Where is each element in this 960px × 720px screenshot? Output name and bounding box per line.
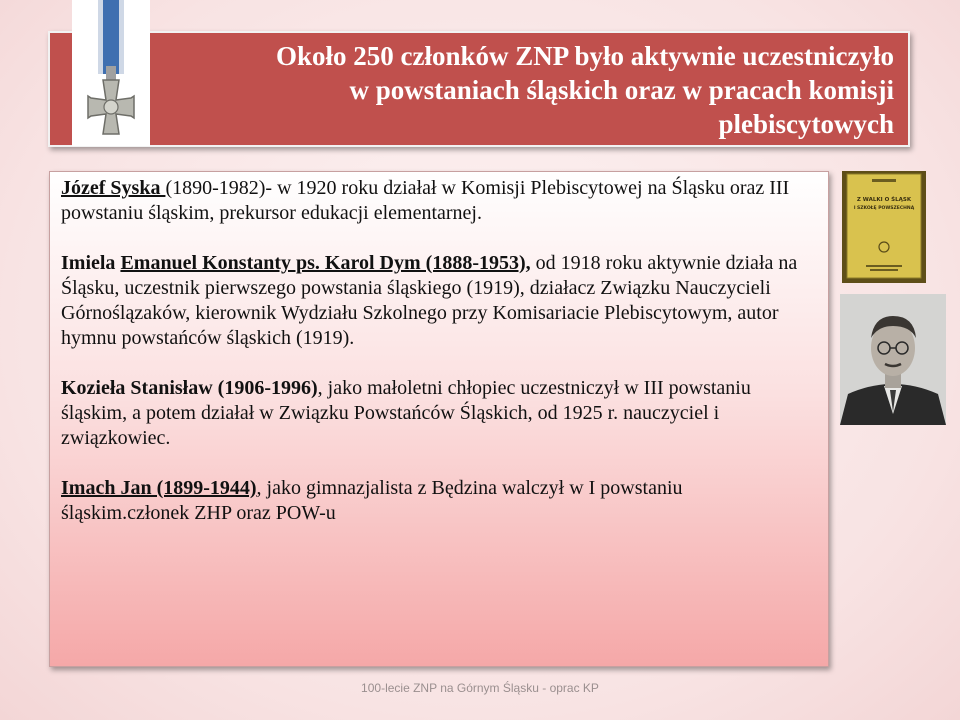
entry-syska <box>61 176 811 226</box>
entry-prefix: Imiela <box>61 252 121 274</box>
slide-title <box>154 39 894 141</box>
title-line-2: w powstaniach śląskich oraz w pracach komisji <box>349 75 894 105</box>
book-title-line-1: Z WALKI O ŚLĄSK <box>856 197 912 203</box>
title-line-1: Około 250 członków ZNP było aktywnie uczestniczyło <box>275 41 894 71</box>
content-box <box>49 171 829 667</box>
entry-name: Koziełа Stanisław (1906-1996) <box>61 377 318 399</box>
biography-list <box>61 176 811 551</box>
title-bar <box>48 31 910 147</box>
entry-imiela <box>61 251 811 351</box>
entry-name: Emanuel Konstanty ps. Karol Dym (1888-1953), <box>120 252 531 274</box>
entry-text: od 1918 roku aktywnie działa na Śląsku, uczestnik pierwszego powstania śląskiego (1919), działacz Związku Nauczycieli Górnoślązaków, kierownik Wydziału Szkolnego przy Komisariacie Plebiscytowym, autor hymnu powstańców śląskich (1919). <box>61 252 798 349</box>
entry-imach <box>61 476 811 526</box>
entry-text: , jako gimnazjalista z Będzina walczył w I powstaniu śląskim.członek ZHP oraz POW-u <box>61 477 683 524</box>
footer-caption: 100-lecie ZNP na Górnym Śląsku - oprac KP <box>361 681 599 695</box>
entry-name: Imach Jan (1899-1944) <box>61 477 257 499</box>
entry-koziela <box>61 376 811 451</box>
title-line-3: plebiscytowych <box>718 109 894 139</box>
book-title-line-2: I SZKOŁĘ POWSZECHNĄ <box>853 206 915 211</box>
portrait-photo <box>840 294 946 425</box>
entry-name: Józef Syska <box>61 177 166 199</box>
book-cover-image <box>842 171 926 283</box>
entry-text: (1890-1982)- w 1920 roku działał w Komisji Plebiscytowej na Śląsku oraz III powstaniu śląskim, prekursor edukacji elementarnej. <box>61 177 790 224</box>
entry-text: , jako małoletni chłopiec uczestniczył w III powstaniu śląskim, a potem działał w Związku Powstańców Śląskich, od 1925 r. nauczyciel i związkowiec. <box>61 377 751 449</box>
cross-medal-icon <box>72 0 150 146</box>
